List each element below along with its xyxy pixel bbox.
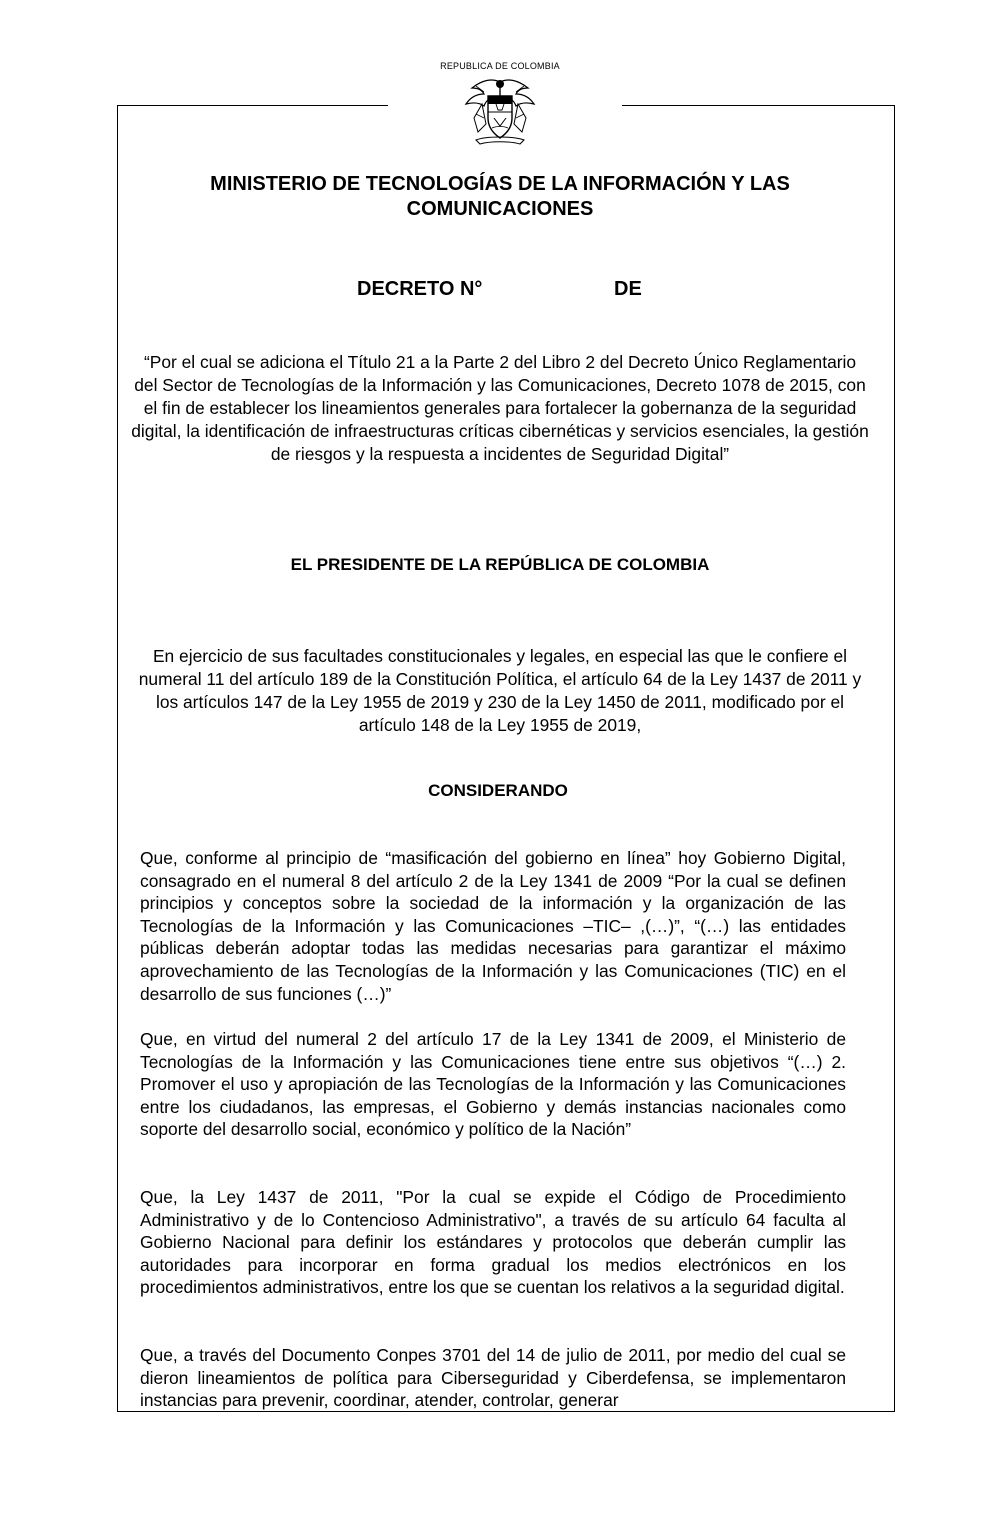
decree-subject: “Por el cual se adiciona el Título 21 a la Parte 2 del Libro 2 del Decreto Único Reglamentario del Sector de Tecnologías de la Información y las Comunicaciones, Decreto 1078 de 2015, con el fin de establecer los lineamientos generales para fortalecer la gobernanza de la seguridad digital, la identificación de infraestructuras críticas cibernéticas y servicios esenciales, la gestión de riesgos y la respuesta a incidentes de Seguridad Digital” <box>131 352 869 464</box>
considerando-paragraph: Que, a través del Documento Conpes 3701 del 14 de julio de 2011, por medio del cual se dieron lineamientos de política para Ciberseguridad y Ciberdefensa, se implementaron instancias para prevenir, coordinar, atender, controlar, generar <box>140 1345 846 1411</box>
considerando-paragraph: Que, la Ley 1437 de 2011, "Por la cual se expide el Código de Procedimiento Administrativo y de lo Contencioso Administrativo", a través de su artículo 64 faculta al Gobierno Nacional para definir los estándares y protocolos que deberán cumplir las autoridades para incorporar en forma gradual los medios electrónicos en los procedimientos administrativos, entre los que se cuentan los relativos a la seguridad digital. <box>140 1187 846 1298</box>
considerando-paragraph: Que, en virtud del numeral 2 del artículo 17 de la Ley 1341 de 2009, el Ministerio de Tecnologías de la Información y las Comunicaciones tiene entre sus objetivos “(…) 2. Promover el uso y apropiación de las Tecnologías de la Información y las Comunicaciones entre los ciudadanos, las empresas, el Gobierno y demás instancias nacionales como soporte del desarrollo social, económico y político de la Nación” <box>140 1029 846 1140</box>
decree-date-label: DE <box>614 278 642 300</box>
header-country-label: REPUBLICA DE COLOMBIA <box>440 61 560 71</box>
legal-powers-paragraph: En ejercicio de sus facultades constitucionales y legales, en especial las que le confiere el numeral 11 del artículo 189 de la Constitución Política, el artículo 64 de la Ley 1437 de 2011 y los artículos 147 de la Ley 1955 de 2019 y 230 de la Ley 1450 de 2011, modificado por el artículo 148 de la Ley 1955 de 2019, <box>138 646 862 735</box>
ministry-title: MINISTERIO DE TECNOLOGÍAS DE LA INFORMACIÓN Y LAS COMUNICACIONES <box>210 173 790 220</box>
issuing-authority: EL PRESIDENTE DE LA REPÚBLICA DE COLOMBIA <box>290 555 710 574</box>
considerando-paragraph: Que, conforme al principio de “masificación del gobierno en línea” hoy Gobierno Digital, consagrado en el numeral 8 del artículo 2 de la Ley 1341 de 2009 “Por la cual se definen principios y conceptos sobre la sociedad de la información y la organización de las Tecnologías de la Información y las Comunicaciones –TIC– ,(…)”, “(…) las entidades públicas deberán adoptar todas las medidas necesarias para garantizar el máximo aprovechamiento de las Tecnologías de la Información y las Comunicaciones (TIC) en el desarrollo de sus funciones (…)” <box>140 848 846 1004</box>
decree-number-label: DECRETO N° <box>357 278 483 300</box>
considerando-heading: CONSIDERANDO <box>428 781 568 800</box>
